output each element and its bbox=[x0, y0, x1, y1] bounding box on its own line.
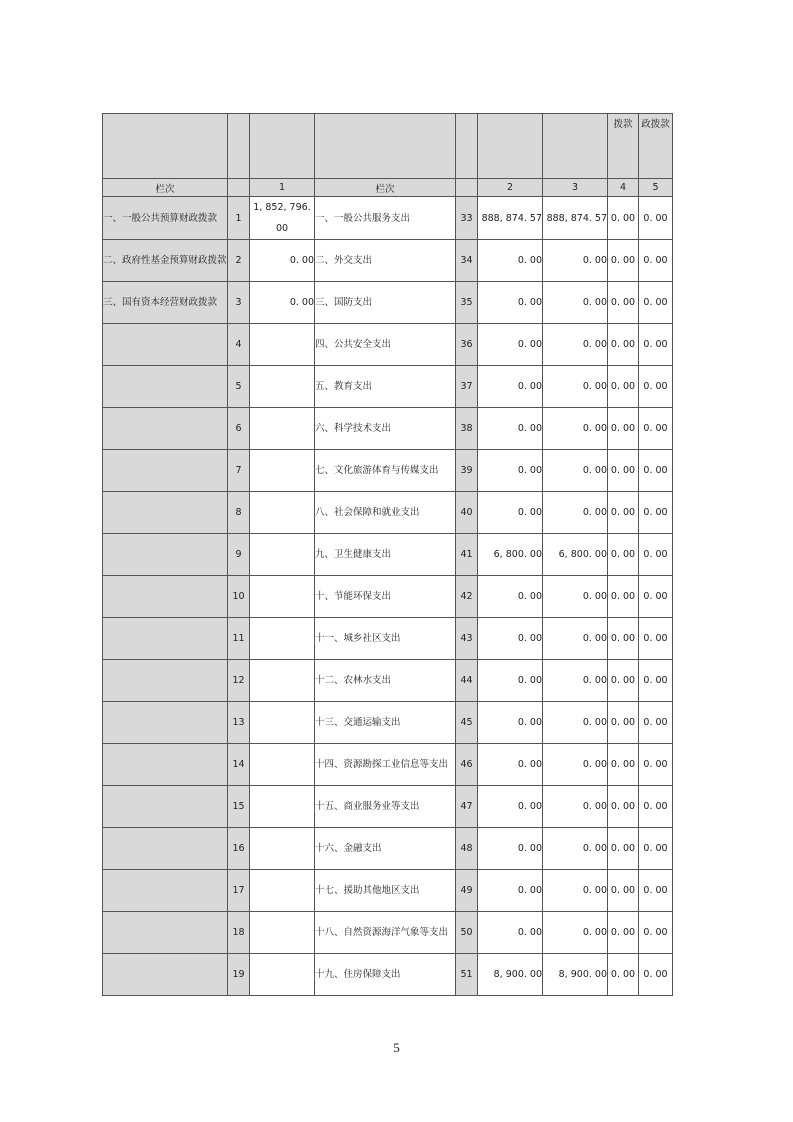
top-cell bbox=[250, 114, 315, 179]
expenditure-line-number: 51 bbox=[456, 954, 478, 996]
table-row bbox=[103, 366, 673, 408]
income-line-number: 17 bbox=[228, 870, 250, 912]
left-column-index-label: 栏次 bbox=[103, 179, 228, 197]
expenditure-total: 0. 00 bbox=[478, 912, 543, 954]
table-row bbox=[103, 408, 673, 450]
income-line-number: 5 bbox=[228, 366, 250, 408]
income-amount: 0. 00 bbox=[250, 240, 315, 282]
capital-budget-amount: 0. 00 bbox=[639, 197, 673, 240]
expenditure-line-number: 42 bbox=[456, 576, 478, 618]
table-row bbox=[103, 282, 673, 324]
income-item-label bbox=[103, 870, 228, 912]
income-amount bbox=[250, 366, 315, 408]
income-amount bbox=[250, 912, 315, 954]
fund-budget-amount: 0. 00 bbox=[608, 954, 639, 996]
capital-budget-amount: 0. 00 bbox=[639, 492, 673, 534]
expenditure-total: 0. 00 bbox=[478, 828, 543, 870]
expenditure-line-number: 43 bbox=[456, 618, 478, 660]
capital-budget-amount: 0. 00 bbox=[639, 450, 673, 492]
table-row bbox=[103, 576, 673, 618]
income-amount bbox=[250, 324, 315, 366]
table-row bbox=[103, 702, 673, 744]
expenditure-line-number: 38 bbox=[456, 408, 478, 450]
income-item-label bbox=[103, 618, 228, 660]
table-row bbox=[103, 450, 673, 492]
expenditure-item-label: 十五、商业服务业等支出 bbox=[315, 786, 456, 828]
fund-budget-amount: 0. 00 bbox=[608, 240, 639, 282]
expenditure-item-label: 十六、金融支出 bbox=[315, 828, 456, 870]
expenditure-item-label: 十二、农林水支出 bbox=[315, 660, 456, 702]
table-row bbox=[103, 786, 673, 828]
right-column-index-label: 栏次 bbox=[315, 179, 456, 197]
income-item-label bbox=[103, 366, 228, 408]
expenditure-line-number: 45 bbox=[456, 702, 478, 744]
capital-budget-amount: 0. 00 bbox=[639, 660, 673, 702]
income-amount: 1, 852, 796. 00 bbox=[250, 197, 315, 240]
expenditure-total: 6, 800. 00 bbox=[478, 534, 543, 576]
column-index-row bbox=[103, 179, 673, 197]
fund-budget-amount: 0. 00 bbox=[608, 324, 639, 366]
top-cell bbox=[228, 114, 250, 179]
fund-budget-amount: 0. 00 bbox=[608, 786, 639, 828]
expenditure-item-label: 十四、资源勘探工业信息等支出 bbox=[315, 744, 456, 786]
capital-budget-amount: 0. 00 bbox=[639, 282, 673, 324]
income-item-label bbox=[103, 660, 228, 702]
income-line-number: 19 bbox=[228, 954, 250, 996]
income-amount bbox=[250, 534, 315, 576]
column-index-4: 4 bbox=[608, 179, 639, 197]
income-item-label bbox=[103, 576, 228, 618]
expenditure-total: 0. 00 bbox=[478, 450, 543, 492]
general-budget-amount: 0. 00 bbox=[543, 744, 608, 786]
expenditure-item-label: 八、社会保障和就业支出 bbox=[315, 492, 456, 534]
income-amount bbox=[250, 954, 315, 996]
expenditure-line-number: 35 bbox=[456, 282, 478, 324]
general-budget-amount: 0. 00 bbox=[543, 492, 608, 534]
expenditure-line-number: 40 bbox=[456, 492, 478, 534]
expenditure-total: 0. 00 bbox=[478, 786, 543, 828]
expenditure-item-label: 十一、城乡社区支出 bbox=[315, 618, 456, 660]
general-budget-amount: 8, 900. 00 bbox=[543, 954, 608, 996]
capital-budget-amount: 0. 00 bbox=[639, 618, 673, 660]
income-item-label bbox=[103, 954, 228, 996]
fund-budget-amount: 0. 00 bbox=[608, 702, 639, 744]
income-amount bbox=[250, 786, 315, 828]
income-line-number: 2 bbox=[228, 240, 250, 282]
general-budget-amount: 0. 00 bbox=[543, 618, 608, 660]
fund-budget-amount: 0. 00 bbox=[608, 282, 639, 324]
expenditure-total: 0. 00 bbox=[478, 240, 543, 282]
expenditure-total: 0. 00 bbox=[478, 660, 543, 702]
expenditure-item-label: 十、节能环保支出 bbox=[315, 576, 456, 618]
expenditure-item-label: 四、公共安全支出 bbox=[315, 324, 456, 366]
income-line-number: 15 bbox=[228, 786, 250, 828]
expenditure-line-number: 39 bbox=[456, 450, 478, 492]
expenditure-total: 888, 874. 57 bbox=[478, 197, 543, 240]
expenditure-line-number: 34 bbox=[456, 240, 478, 282]
income-amount bbox=[250, 702, 315, 744]
income-item-label bbox=[103, 912, 228, 954]
expenditure-line-number: 47 bbox=[456, 786, 478, 828]
income-amount bbox=[250, 828, 315, 870]
page-number: 5 bbox=[393, 1040, 400, 1055]
capital-budget-amount: 0. 00 bbox=[639, 870, 673, 912]
income-line-number: 12 bbox=[228, 660, 250, 702]
column-index-5: 5 bbox=[639, 179, 673, 197]
capital-budget-amount: 0. 00 bbox=[639, 576, 673, 618]
income-item-label bbox=[103, 450, 228, 492]
general-budget-amount: 0. 00 bbox=[543, 366, 608, 408]
income-item-label bbox=[103, 828, 228, 870]
income-line-number: 11 bbox=[228, 618, 250, 660]
expenditure-item-label: 五、教育支出 bbox=[315, 366, 456, 408]
general-budget-amount: 0. 00 bbox=[543, 450, 608, 492]
capital-budget-amount: 0. 00 bbox=[639, 828, 673, 870]
income-amount bbox=[250, 450, 315, 492]
expenditure-line-number: 37 bbox=[456, 366, 478, 408]
table-row bbox=[103, 828, 673, 870]
header-blank bbox=[456, 179, 478, 197]
expenditure-line-number: 44 bbox=[456, 660, 478, 702]
expenditure-total: 0. 00 bbox=[478, 366, 543, 408]
capital-budget-amount: 0. 00 bbox=[639, 912, 673, 954]
fund-budget-amount: 0. 00 bbox=[608, 618, 639, 660]
income-line-number: 1 bbox=[228, 197, 250, 240]
income-item-label bbox=[103, 534, 228, 576]
income-amount bbox=[250, 618, 315, 660]
expenditure-item-label: 一、一般公共服务支出 bbox=[315, 197, 456, 240]
top-cell bbox=[478, 114, 543, 179]
capital-budget-amount: 0. 00 bbox=[639, 954, 673, 996]
table-row bbox=[103, 870, 673, 912]
expenditure-line-number: 50 bbox=[456, 912, 478, 954]
income-amount bbox=[250, 408, 315, 450]
income-line-number: 14 bbox=[228, 744, 250, 786]
income-line-number: 18 bbox=[228, 912, 250, 954]
expenditure-line-number: 46 bbox=[456, 744, 478, 786]
expenditure-total: 0. 00 bbox=[478, 744, 543, 786]
capital-budget-amount: 0. 00 bbox=[639, 240, 673, 282]
expenditure-item-label: 六、科学技术支出 bbox=[315, 408, 456, 450]
left-column-index: 1 bbox=[250, 179, 315, 197]
general-budget-amount: 0. 00 bbox=[543, 576, 608, 618]
expenditure-total: 0. 00 bbox=[478, 282, 543, 324]
income-item-label bbox=[103, 702, 228, 744]
column-index-2: 2 bbox=[478, 179, 543, 197]
expenditure-total: 0. 00 bbox=[478, 576, 543, 618]
table-row bbox=[103, 912, 673, 954]
capital-budget-amount: 0. 00 bbox=[639, 366, 673, 408]
top-cell bbox=[543, 114, 608, 179]
general-budget-amount: 0. 00 bbox=[543, 660, 608, 702]
general-budget-amount: 0. 00 bbox=[543, 786, 608, 828]
top-cell bbox=[103, 114, 228, 179]
income-item-label bbox=[103, 492, 228, 534]
expenditure-line-number: 41 bbox=[456, 534, 478, 576]
table-row bbox=[103, 197, 673, 240]
top-cell bbox=[456, 114, 478, 179]
expenditure-total: 0. 00 bbox=[478, 702, 543, 744]
table-row bbox=[103, 240, 673, 282]
fund-budget-amount: 0. 00 bbox=[608, 828, 639, 870]
header-blank bbox=[228, 179, 250, 197]
capital-budget-amount: 0. 00 bbox=[639, 744, 673, 786]
income-line-number: 6 bbox=[228, 408, 250, 450]
income-item-label bbox=[103, 324, 228, 366]
table-row bbox=[103, 618, 673, 660]
expenditure-item-label: 十七、援助其他地区支出 bbox=[315, 870, 456, 912]
expenditure-total: 0. 00 bbox=[478, 618, 543, 660]
expenditure-total: 0. 00 bbox=[478, 324, 543, 366]
fund-budget-amount: 0. 00 bbox=[608, 534, 639, 576]
general-budget-amount: 0. 00 bbox=[543, 240, 608, 282]
fund-budget-amount: 0. 00 bbox=[608, 197, 639, 240]
col5-header-fragment: 政拨款 bbox=[639, 114, 673, 179]
capital-budget-amount: 0. 00 bbox=[639, 534, 673, 576]
general-budget-amount: 0. 00 bbox=[543, 282, 608, 324]
column-index-3: 3 bbox=[543, 179, 608, 197]
fund-budget-amount: 0. 00 bbox=[608, 576, 639, 618]
general-budget-amount: 6, 800. 00 bbox=[543, 534, 608, 576]
income-line-number: 3 bbox=[228, 282, 250, 324]
income-item-label: 二、政府性基金预算财政拨款 bbox=[103, 240, 228, 282]
income-line-number: 4 bbox=[228, 324, 250, 366]
income-item-label bbox=[103, 786, 228, 828]
expenditure-line-number: 49 bbox=[456, 870, 478, 912]
expenditure-line-number: 33 bbox=[456, 197, 478, 240]
table-row bbox=[103, 744, 673, 786]
capital-budget-amount: 0. 00 bbox=[639, 324, 673, 366]
expenditure-item-label: 十九、住房保障支出 bbox=[315, 954, 456, 996]
income-amount bbox=[250, 744, 315, 786]
col4-header-fragment: 拨款 bbox=[608, 114, 639, 179]
fund-budget-amount: 0. 00 bbox=[608, 744, 639, 786]
income-line-number: 8 bbox=[228, 492, 250, 534]
general-budget-amount: 0. 00 bbox=[543, 870, 608, 912]
expenditure-total: 8, 900. 00 bbox=[478, 954, 543, 996]
income-amount bbox=[250, 660, 315, 702]
general-budget-amount: 0. 00 bbox=[543, 828, 608, 870]
table-row bbox=[103, 534, 673, 576]
expenditure-item-label: 三、国防支出 bbox=[315, 282, 456, 324]
table-row bbox=[103, 492, 673, 534]
income-line-number: 13 bbox=[228, 702, 250, 744]
expenditure-total: 0. 00 bbox=[478, 870, 543, 912]
fund-budget-amount: 0. 00 bbox=[608, 450, 639, 492]
expenditure-line-number: 48 bbox=[456, 828, 478, 870]
capital-budget-amount: 0. 00 bbox=[639, 408, 673, 450]
expenditure-item-label: 九、卫生健康支出 bbox=[315, 534, 456, 576]
income-line-number: 16 bbox=[228, 828, 250, 870]
fund-budget-amount: 0. 00 bbox=[608, 408, 639, 450]
capital-budget-amount: 0. 00 bbox=[639, 786, 673, 828]
fund-budget-amount: 0. 00 bbox=[608, 492, 639, 534]
expenditure-total: 0. 00 bbox=[478, 492, 543, 534]
income-amount bbox=[250, 576, 315, 618]
table-row bbox=[103, 660, 673, 702]
general-budget-amount: 0. 00 bbox=[543, 324, 608, 366]
fund-budget-amount: 0. 00 bbox=[608, 660, 639, 702]
expenditure-item-label: 十八、自然资源海洋气象等支出 bbox=[315, 912, 456, 954]
top-cell bbox=[315, 114, 456, 179]
income-item-label: 三、国有资本经营财政拨款 bbox=[103, 282, 228, 324]
income-item-label: 一、一般公共预算财政拨款 bbox=[103, 197, 228, 240]
budget-table bbox=[102, 113, 673, 996]
table-top-row bbox=[103, 114, 673, 179]
income-amount bbox=[250, 870, 315, 912]
table-row bbox=[103, 954, 673, 996]
general-budget-amount: 0. 00 bbox=[543, 702, 608, 744]
general-budget-amount: 888, 874. 57 bbox=[543, 197, 608, 240]
expenditure-item-label: 十三、交通运输支出 bbox=[315, 702, 456, 744]
general-budget-amount: 0. 00 bbox=[543, 408, 608, 450]
fund-budget-amount: 0. 00 bbox=[608, 870, 639, 912]
income-amount: 0. 00 bbox=[250, 282, 315, 324]
expenditure-total: 0. 00 bbox=[478, 408, 543, 450]
expenditure-item-label: 二、外交支出 bbox=[315, 240, 456, 282]
fund-budget-amount: 0. 00 bbox=[608, 366, 639, 408]
general-budget-amount: 0. 00 bbox=[543, 912, 608, 954]
income-item-label bbox=[103, 408, 228, 450]
expenditure-line-number: 36 bbox=[456, 324, 478, 366]
income-amount bbox=[250, 492, 315, 534]
expenditure-item-label: 七、文化旅游体育与传媒支出 bbox=[315, 450, 456, 492]
income-line-number: 10 bbox=[228, 576, 250, 618]
income-line-number: 7 bbox=[228, 450, 250, 492]
income-item-label bbox=[103, 744, 228, 786]
income-line-number: 9 bbox=[228, 534, 250, 576]
capital-budget-amount: 0. 00 bbox=[639, 702, 673, 744]
table-row bbox=[103, 324, 673, 366]
fund-budget-amount: 0. 00 bbox=[608, 912, 639, 954]
